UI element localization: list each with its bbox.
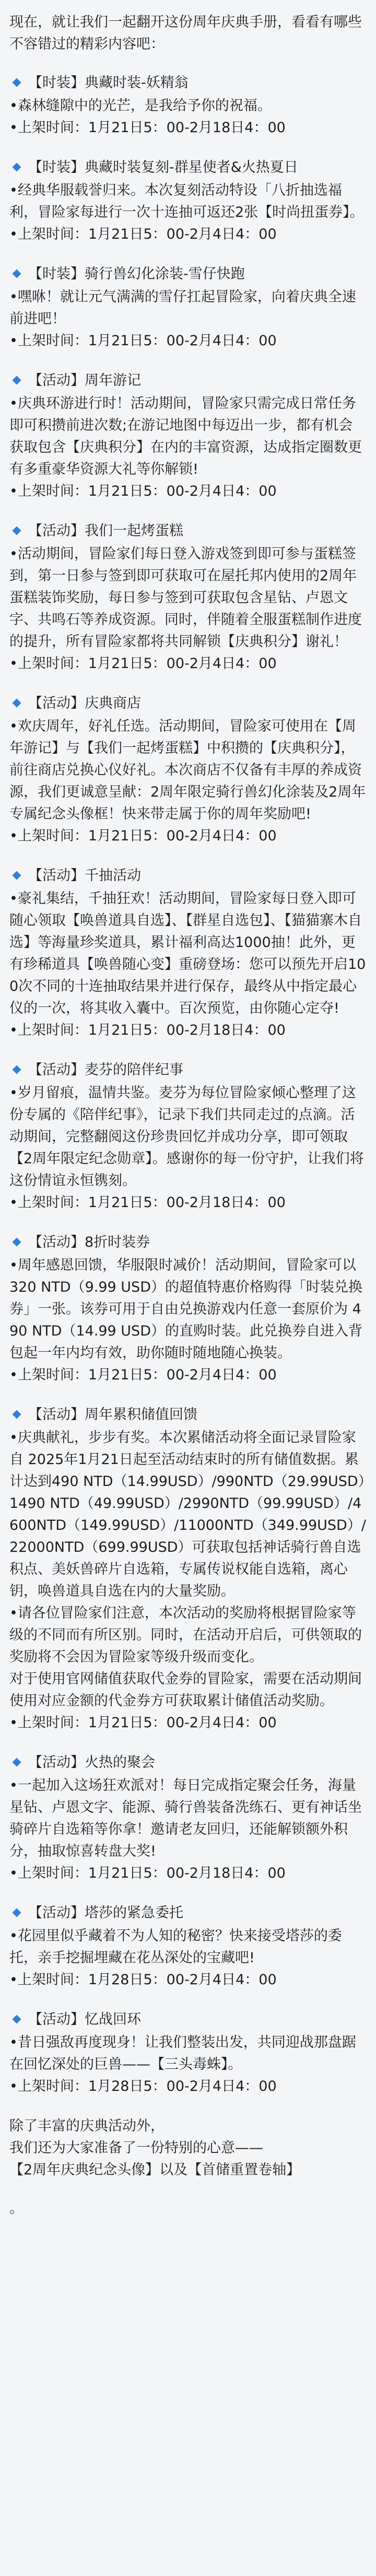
section-text-line: •上架时间：1月21日5：00-2月18日4：00 [9, 1195, 286, 1211]
section-text-line: •森林缝隙中的光芒，是我给予你的祝福。 [9, 98, 272, 114]
event-section [9, 1752, 367, 1884]
section-text-line: •上架时间：1月21日5：00-2月18日4：00 [9, 120, 286, 136]
small-blue-diamond-icon [13, 78, 21, 87]
intro-paragraph: 现在，就让我们一起翻开这份周年庆典手册，看看有哪些不容错过的精彩内容吧： [9, 14, 362, 52]
section-heading [9, 693, 367, 715]
small-blue-diamond-icon [13, 269, 21, 278]
event-section [9, 1902, 367, 1991]
section-title: 【活动】8折时装券 [28, 1234, 150, 1250]
event-sections [9, 72, 367, 2098]
section-text-line: •豪礼集结，千抽狂欢！活动期间，冒险家每日登入即可随心领取【唤兽道具自选】、【群星自选包】、【猫猫寨木自选】等海量珍奖道具，累计福利高达1000抽！此外，更有珍稀道具【唤兽随心变】重磅登场：您可以预先开启100次不同的十连抽取结果并进行保存，最终从中指定最心仪的一次，将其收入囊中。百次预览，由你随心定夺! [9, 891, 366, 1016]
section-text-line: 对于使用官网储值获取代金券的冒险家，需要在活动期间使用对应金额的代金券方可获取累计储值活动奖励。 [9, 1671, 362, 1709]
section-text-line: •欢庆周年，好礼任选。活动期间，冒险家可使用在【周年游记】与【我们一起烤蛋糕】中积攒的【庆典积分】，前往商店兑换心仪好礼。本次商店不仅备有丰厚的养成资源，我们更诚意呈献：2周年限定骑行兽幻化涂装及2周年专属纪念头像框！快来带走属于你的周年奖励吧! [9, 718, 366, 822]
event-section [9, 370, 367, 502]
small-blue-diamond-icon [13, 1065, 21, 1074]
section-text-line: •一起加入这场狂欢派对！每日完成指定聚会任务，海量星钻、卢恩文字、能源、骑行兽装备洗练石、更有神话坐骑碎片自选箱等你拿！邀请老友回归，还能解锁额外积分，抽取惊喜转盘大奖! [9, 1777, 362, 1859]
small-blue-diamond-icon [13, 162, 21, 171]
section-text-line: •请各位冒险家们注意，本次活动的奖励将根据冒险家等级的不同而有所区别。同时，在活动开启后，可供领取的奖励将不会因为冒险家等级升级而变化。 [9, 1605, 362, 1665]
section-title: 【时装】典藏时装-妖精翁 [28, 75, 189, 91]
small-blue-diamond-icon [13, 1237, 21, 1246]
small-blue-diamond-icon [13, 871, 21, 880]
event-section [9, 263, 367, 352]
outro-paragraph: 除了丰富的庆典活动外， 我们还为大家准备了一份特别的心意—— 【2周年庆典纪念头像】以及【首储重置卷轴】 [9, 2118, 301, 2178]
section-title: 【时装】典藏时装复刻-群星使者&火热夏日 [28, 159, 298, 175]
section-heading [9, 1752, 367, 1774]
section-title: 【活动】塔莎的紧急委托 [28, 1905, 183, 1921]
event-section [9, 72, 367, 139]
section-title: 【活动】麦芬的陪伴纪事 [28, 1062, 183, 1078]
section-heading [9, 263, 367, 285]
section-text-line: •上架时间：1月21日5：00-2月4日4：00 [9, 655, 277, 672]
small-blue-diamond-icon [13, 1758, 21, 1766]
section-heading [9, 2009, 367, 2031]
section-heading [9, 1232, 367, 1254]
small-blue-diamond-icon [13, 1410, 21, 1419]
section-heading [9, 1059, 367, 1081]
section-text-line: •上架时间：1月21日5：00-2月4日4：00 [9, 333, 277, 349]
section-text-line: •上架时间：1月28日5：00-2月4日4：00 [9, 1972, 277, 1988]
event-section [9, 693, 367, 847]
section-heading [9, 1404, 367, 1426]
small-blue-diamond-icon [13, 526, 21, 535]
event-section [9, 1404, 367, 1734]
section-text-line: •上架时间：1月21日5：00-2月4日4：00 [9, 1367, 277, 1383]
section-text-line: •昔日强敌再度现身！让我们整装出发，共同迎战那盘踞在回忆深处的巨兽——【三头毒蛛】。 [9, 2034, 356, 2072]
section-text-line: •庆典献礼，步步有奖。本次累储活动将全面记录冒险家自 2025年1月21日起至活动结束时的所有储值数据。累计达到490 NTD（14.99USD）/990NTD（29.99USD）1490 NTD（49.99USD）/2990NTD（99.99USD）/4600NTD（149.99USD）/11000NTD（349.99USD）/22000NTD（699.99USD）可获取包括神话骑行兽自选积点、美妖兽碎片自选箱，专属传说权能自选箱，离心钥，唤兽道具自选在内的大量奖励。 [9, 1430, 366, 1599]
section-heading [9, 520, 367, 542]
section-title: 【活动】周年游记 [28, 372, 141, 389]
section-heading [9, 157, 367, 179]
section-title: 【活动】我们一起烤蛋糕 [28, 523, 183, 539]
event-section [9, 520, 367, 675]
event-section [9, 865, 367, 1041]
section-heading [9, 370, 367, 392]
section-text-line: •上架时间：1月21日5：00-2月4日4：00 [9, 828, 277, 844]
section-text-line: •上架时间：1月21日5：00-2月4日4：00 [9, 1715, 277, 1731]
section-title: 【活动】周年累积储值回馈 [28, 1407, 197, 1423]
section-text-line: •周年感恩回馈，华服限时减价！活动期间，冒险家可以 320 NTD（9.99 USD）的超值特惠价格购得「时装兑换券」一张。该券可用于自由兑换游戏内任意一套原价为 490 NTD（14.99 USD）的直购时装。此兑换券自进入背包起一年内均有效，助你随时随地随心换装。 [9, 1257, 362, 1361]
section-text-line: •庆典环游进行时！活动期间，冒险家只需完成日常任务即可积攒前进次数;在游记地图中每迈出一步，都有机会获取包含【庆典积分】在内的丰富资源，达成指定圈数更有多重豪华资源大礼等你解锁! [9, 395, 362, 477]
section-heading [9, 865, 367, 887]
event-section [9, 1059, 367, 1214]
section-text-line: •花园里似乎藏着不为人知的秘密？快来接受塔莎的委托，亲手挖掘埋藏在花丛深处的宝藏吧! [9, 1928, 342, 1966]
section-text-line: •上架时间：1月21日5：00-2月4日4：00 [9, 483, 277, 499]
small-blue-diamond-icon [13, 698, 21, 707]
section-text-line: •嘿咻！就让元气满满的雪仔扛起冒险家，向着庆典全速前进吧！ [9, 289, 356, 327]
section-heading [9, 72, 367, 94]
section-text-line: •上架时间：1月21日5：00-2月18日4：00 [9, 1022, 286, 1038]
section-text-line: •上架时间：1月21日5：00-2月4日4：00 [9, 226, 277, 242]
small-blue-diamond-icon [13, 376, 21, 384]
section-text-line: •上架时间：1月28日5：00-2月4日4：00 [9, 2078, 277, 2094]
event-section [9, 2009, 367, 2098]
section-text-line: •上架时间：1月21日5：00-2月18日4：00 [9, 1865, 286, 1881]
small-blue-diamond-icon [13, 1908, 21, 1917]
section-title: 【时装】骑行兽幻化涂装-雪仔快跑 [28, 266, 245, 282]
section-title: 【活动】忆战回环 [28, 2011, 141, 2028]
section-title: 【活动】庆典商店 [28, 695, 141, 711]
section-text-line: •经典华服载誉归来。本次复刻活动特设「八折抽选福利，冒险家每进行一次十连抽可返还2张【时尚扭蛋券】。 [9, 182, 364, 220]
small-blue-diamond-icon [13, 2015, 21, 2023]
section-title: 【活动】火热的聚会 [28, 1754, 155, 1771]
section-text-line: •岁月留痕，温情共鉴。麦芬为每位冒险家倾心整理了这份专属的《陪伴纪事》，记录下我们共同走过的点滴。活动期间，完整翻阅这份珍贵回忆并成功分享，即可领取【2周年限定纪念勋章】。感谢你的每一份守护，让我们将这份情谊永恒镌刻。 [9, 1085, 364, 1189]
section-heading [9, 1902, 367, 1924]
event-section [9, 1232, 367, 1386]
cut-off-line: 。 [9, 2200, 24, 2217]
section-title: 【活动】千抽活动 [28, 868, 141, 884]
event-section [9, 157, 367, 245]
section-text-line: •活动期间，冒险家们每日登入游戏签到即可参与蛋糕签到，第一日参与签到即可获取可在屋托邦内使用的2周年蛋糕装饰奖励，每日参与签到可获取包含星钻、卢恩文字、共鸣石等养成资源。同时，伴随着全服蛋糕制作进度的提升，所有冒险家都将共同解锁【庆典积分】谢礼！ [9, 546, 362, 650]
